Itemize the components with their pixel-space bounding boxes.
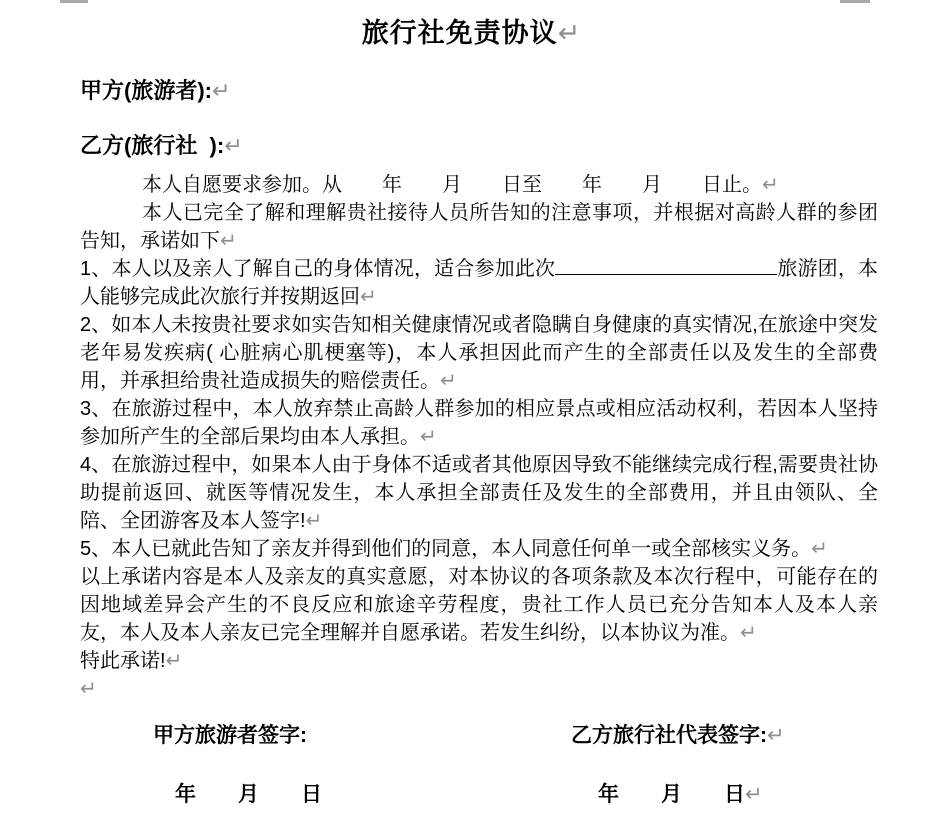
promise-line-text: 特此承诺! bbox=[80, 650, 166, 672]
document-body bbox=[0, 78, 943, 703]
paragraph-mark-icon: ↵ bbox=[740, 622, 757, 644]
paragraph-mark-icon: ↵ bbox=[440, 370, 457, 392]
party-a-signature-label bbox=[153, 722, 307, 750]
signature-label-row bbox=[0, 722, 943, 750]
paragraph-mark-icon: ↵ bbox=[557, 18, 582, 48]
clause-1 bbox=[80, 255, 878, 311]
party-b-heading-text: 乙方(旅行社 ): bbox=[80, 133, 225, 158]
empty-paragraph bbox=[80, 675, 878, 703]
clause-1-suffix-text: 旅游团，本人能够完成此次旅行并按期返回 bbox=[80, 258, 879, 308]
closing-paragraph bbox=[80, 563, 878, 647]
clause-2 bbox=[80, 311, 878, 395]
clause-2-text: 2、如本人未按贵社要求如实告知相关健康情况或者隐瞒自身健康的真实情况,在旅途中突发老年易发疾病( 心脏病心肌梗塞等)，本人承担因此而产生的全部责任以及发生的全部费用，并承担给贵社造成损失的赔偿责任。 bbox=[80, 314, 878, 392]
paragraph-mark-icon: ↵ bbox=[767, 724, 785, 747]
intro-line-text: 本人自愿要求参加。从 年 月 日至 年 月 日止。 bbox=[142, 174, 762, 196]
clause-5 bbox=[80, 535, 878, 563]
clause-3-text: 3、在旅游过程中，本人放弃禁止高龄人群参加的相应景点或相应活动权利，若因本人坚持参加所产生的全部后果均由本人承担。 bbox=[80, 398, 878, 448]
clause-5-text: 5、本人已就此告知了亲友并得到他们的同意，本人同意任何单一或全部核实义务。 bbox=[80, 538, 812, 560]
party-a-heading-text: 甲方(旅游者): bbox=[80, 78, 212, 103]
paragraph-mark-icon: ↵ bbox=[811, 538, 828, 560]
clause-1-prefix-text: 1、本人以及亲人了解自己的身体情况，适合参加此次 bbox=[80, 258, 556, 280]
promise-line bbox=[80, 647, 878, 675]
document-title bbox=[0, 14, 943, 52]
paragraph-mark-icon: ↵ bbox=[305, 510, 323, 532]
party-b-signature-label-text: 乙方旅行社代表签字: bbox=[571, 724, 767, 747]
paragraph-mark-icon: ↵ bbox=[420, 426, 437, 448]
closing-paragraph-text: 以上承诺内容是本人及亲友的真实意愿，对本协议的各项条款及本次行程中，可能存在的因地域差异会产生的不良反应和旅途辛劳程度，贵社工作人员已充分告知本人及本人亲友，本人及本人亲友已完全理解并自愿承诺。若发生纠纷，以本协议为准。 bbox=[80, 566, 878, 644]
intro-line bbox=[80, 171, 878, 199]
paragraph-mark-icon: ↵ bbox=[224, 133, 243, 158]
party-a-date-text: 年 月 日 bbox=[175, 783, 322, 806]
paragraph-mark-icon: ↵ bbox=[220, 230, 237, 252]
party-b-date-text: 年 月 日 bbox=[598, 783, 745, 806]
clause-4 bbox=[80, 451, 878, 535]
paragraph-mark-icon: ↵ bbox=[360, 286, 377, 308]
paragraph-mark-icon: ↵ bbox=[165, 650, 183, 672]
party-a-signature-label-text: 甲方旅游者签字: bbox=[153, 724, 307, 747]
clause-4-text: 4、在旅游过程中，如果本人由于身体不适或者其他原因导致不能继续完成行程,需要贵社协助提前返回、就医等情况发生，本人承担全部责任及发生的全部费用，并且由领队、全陪、全团游客及本人签字! bbox=[80, 454, 878, 532]
notice-paragraph-text: 本人已完全了解和理解贵社接待人员所告知的注意事项，并根据对高龄人群的参团告知，承诺如下 bbox=[80, 202, 878, 252]
paragraph-mark-icon: ↵ bbox=[80, 678, 97, 700]
paragraph-mark-icon: ↵ bbox=[762, 174, 779, 196]
party-a-heading bbox=[80, 78, 878, 104]
document-title-text: 旅行社免责协议 bbox=[361, 18, 558, 48]
party-a-date-line bbox=[175, 781, 322, 809]
notice-paragraph bbox=[80, 199, 878, 255]
signature-date-row bbox=[0, 781, 943, 809]
paragraph-mark-icon: ↵ bbox=[211, 78, 231, 103]
page-boundary-mark-left bbox=[60, 0, 88, 3]
party-b-date-line bbox=[598, 781, 763, 809]
paragraph-mark-icon: ↵ bbox=[745, 783, 763, 806]
page-boundary-mark-right bbox=[840, 0, 870, 3]
clause-3 bbox=[80, 395, 878, 451]
tour-group-name-blank[interactable] bbox=[555, 272, 777, 275]
party-b-heading bbox=[80, 133, 878, 159]
party-b-signature-label bbox=[571, 722, 785, 750]
